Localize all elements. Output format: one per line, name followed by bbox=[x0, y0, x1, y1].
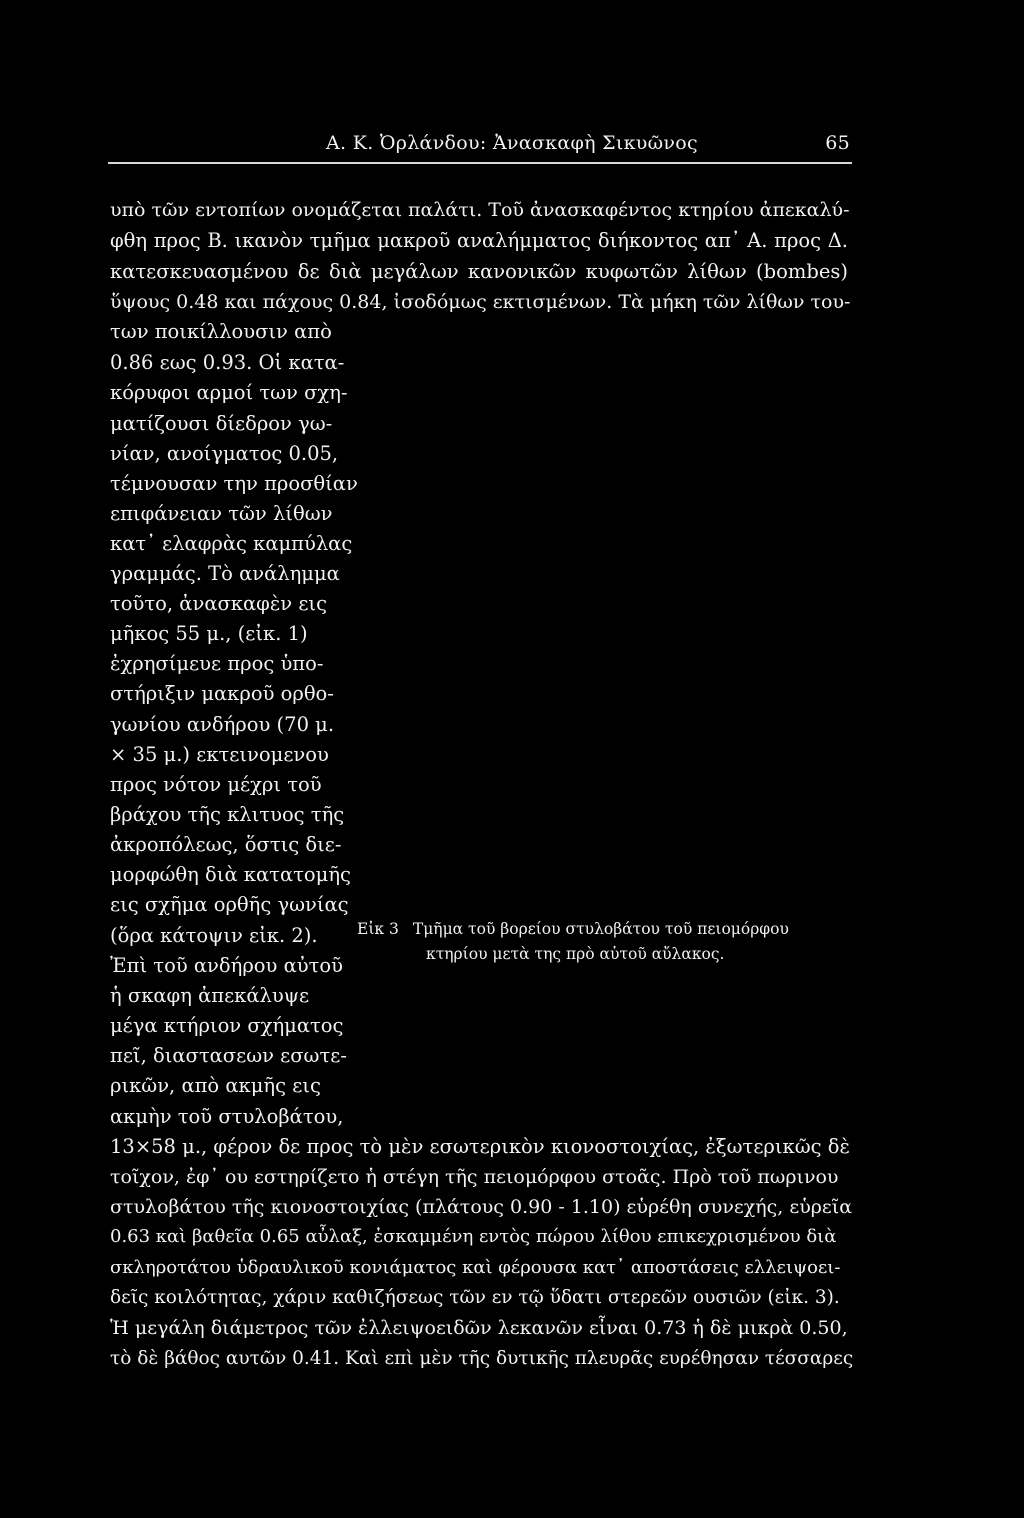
caption-label: Εἰκ 3 bbox=[357, 920, 399, 938]
text-line: κόρυφοι αρμοί των σχη- bbox=[110, 381, 348, 404]
text-line: μορφώθη διὰ κατατομῆς bbox=[110, 863, 351, 886]
text-line: μῆκος 55 μ., (εἰκ. 1) bbox=[110, 622, 308, 645]
text-line: τέμνουσαν την προσθίαν bbox=[110, 472, 358, 495]
text-line: κατ᾽ ελαφρὰς καμπύλας bbox=[110, 532, 353, 555]
text-line: μέγα κτήριον σχήματος bbox=[110, 1014, 344, 1037]
text-line: στυλοβάτου τῆς κιονοστοιχίας (πλάτους 0.90 - 1.10) εὑρέθη συνεχής, εὑρεῖα bbox=[110, 1196, 853, 1218]
text-line: σκληροτάτου ὑδραυλικοῦ κονιάματος καὶ φέρουσα κατ᾽ αποστάσεις ελλειψοει- bbox=[110, 1257, 841, 1278]
text-line: πεῖ, διαστασεων εσωτε- bbox=[110, 1044, 347, 1067]
caption-line-2: κτηρίου μετὰ της πρὸ αὐτοῦ αὔλακος. bbox=[426, 945, 725, 963]
page-number: 65 bbox=[825, 132, 850, 154]
text-line: ἡ σκαφη ἀπεκάλυψε bbox=[110, 984, 310, 1007]
text-line: γραμμάς. Τὸ ανάλημμα bbox=[110, 562, 340, 585]
text-line: τοῦτο, ἀνασκαφὲν εις bbox=[110, 592, 328, 615]
running-header bbox=[326, 132, 850, 154]
text-line: ἀκροπόλεως, ὅστις διε- bbox=[110, 833, 342, 856]
figure-caption bbox=[357, 917, 857, 967]
text-line: προς νότον μέχρι τοῦ bbox=[110, 773, 322, 796]
text-line: (ὅρα κάτοψιν εἰκ. 2). bbox=[110, 924, 318, 947]
text-line: νίαν, ανοίγματος 0.05, bbox=[110, 442, 339, 465]
text-line: γωνίου ανδήρου (70 μ. bbox=[110, 713, 335, 736]
text-line: ακμὴν τοῦ στυλοβάτου, bbox=[110, 1105, 344, 1128]
text-line: Ἡ μεγάλη διάμετρος τῶν ἐλλειψοειδῶν λεκανῶν εἶναι 0.73 ἡ δὲ μικρὰ 0.50, bbox=[110, 1317, 848, 1339]
text-line: εις σχῆμα ορθῆς γωνίας bbox=[110, 893, 349, 916]
text-line: 0.86 εως 0.93. Οἱ κατα- bbox=[110, 351, 345, 374]
text-line: τοῖχον, ἐφ᾽ ου εστηρίζετο ἡ στέγη τῆς πειομόρφου στοᾶς. Πρὸ τοῦ πωρινου bbox=[110, 1166, 839, 1188]
text-line: τὸ δὲ βάθος αυτῶν 0.41. Καὶ επὶ μὲν τῆς δυτικῆς πλευρᾶς ευρέθησαν τέσσαρες bbox=[110, 1348, 854, 1369]
text-line: ματίζουσι δίεδρον γω- bbox=[110, 412, 333, 435]
text-line: φθη προς Β. ικανὸν τμῆμα μακροῦ αναλήμματος διήκοντος απ᾽ Α. προς Δ. bbox=[110, 229, 848, 252]
text-line: βράχου τῆς κλιτυος τῆς bbox=[110, 803, 345, 826]
text-line: ἐχρησίμευε προς ὑπο- bbox=[110, 652, 324, 675]
header-rule bbox=[108, 162, 852, 164]
text-line: επιφάνειαν τῶν λίθων bbox=[110, 502, 333, 525]
text-line: κατεσκευασμένου δε διὰ μεγάλων κανονικῶν κυφωτῶν λίθων (bombes) bbox=[110, 260, 848, 283]
text-line: υπὸ τῶν εντοπίων ονομάζεται παλάτι. Τοῦ ἀνασκαφέντος κτηρίου ἀπεκαλύ- bbox=[110, 199, 850, 221]
text-line: 13×58 μ., φέρον δε προς τὸ μὲν εσωτερικὸν κιονοστοιχίας, ἐξωτερικῶς δὲ bbox=[110, 1135, 850, 1158]
running-title: Α. Κ. Ὀρλάνδου: Ἀνασκαφὴ Σικυῶνος bbox=[326, 132, 698, 154]
text-line: δεῖς κοιλότητας, χάριν καθιζήσεως τῶν εν τῷ ὕδατι στερεῶν ουσιῶν (εἰκ. 3). bbox=[110, 1287, 840, 1308]
text-line: των ποικίλλουσιν απὸ bbox=[110, 320, 332, 343]
text-line: Ἐπὶ τοῦ ανδήρου αὐτοῦ bbox=[110, 954, 343, 977]
caption-line-1: Τμῆμα τοῦ βορείου στυλοβάτου τοῦ πειομόρφου bbox=[412, 920, 789, 938]
text-line: ὕψους 0.48 και πάχους 0.84, ἰσοδόμως εκτισμένων. Τὰ μήκη τῶν λίθων του- bbox=[110, 291, 851, 313]
text-line: ρικῶν, απὸ ακμῆς εις bbox=[110, 1074, 321, 1097]
text-line: στήριξιν μακροῦ ορθο- bbox=[110, 682, 334, 705]
text-line: 0.63 καὶ βαθεῖα 0.65 αὖλαξ, ἐσκαμμένη εντὸς πώρου λίθου επικεχρισμένου διὰ bbox=[110, 1226, 837, 1247]
text-line: × 35 μ.) εκτεινομενου bbox=[110, 743, 329, 766]
